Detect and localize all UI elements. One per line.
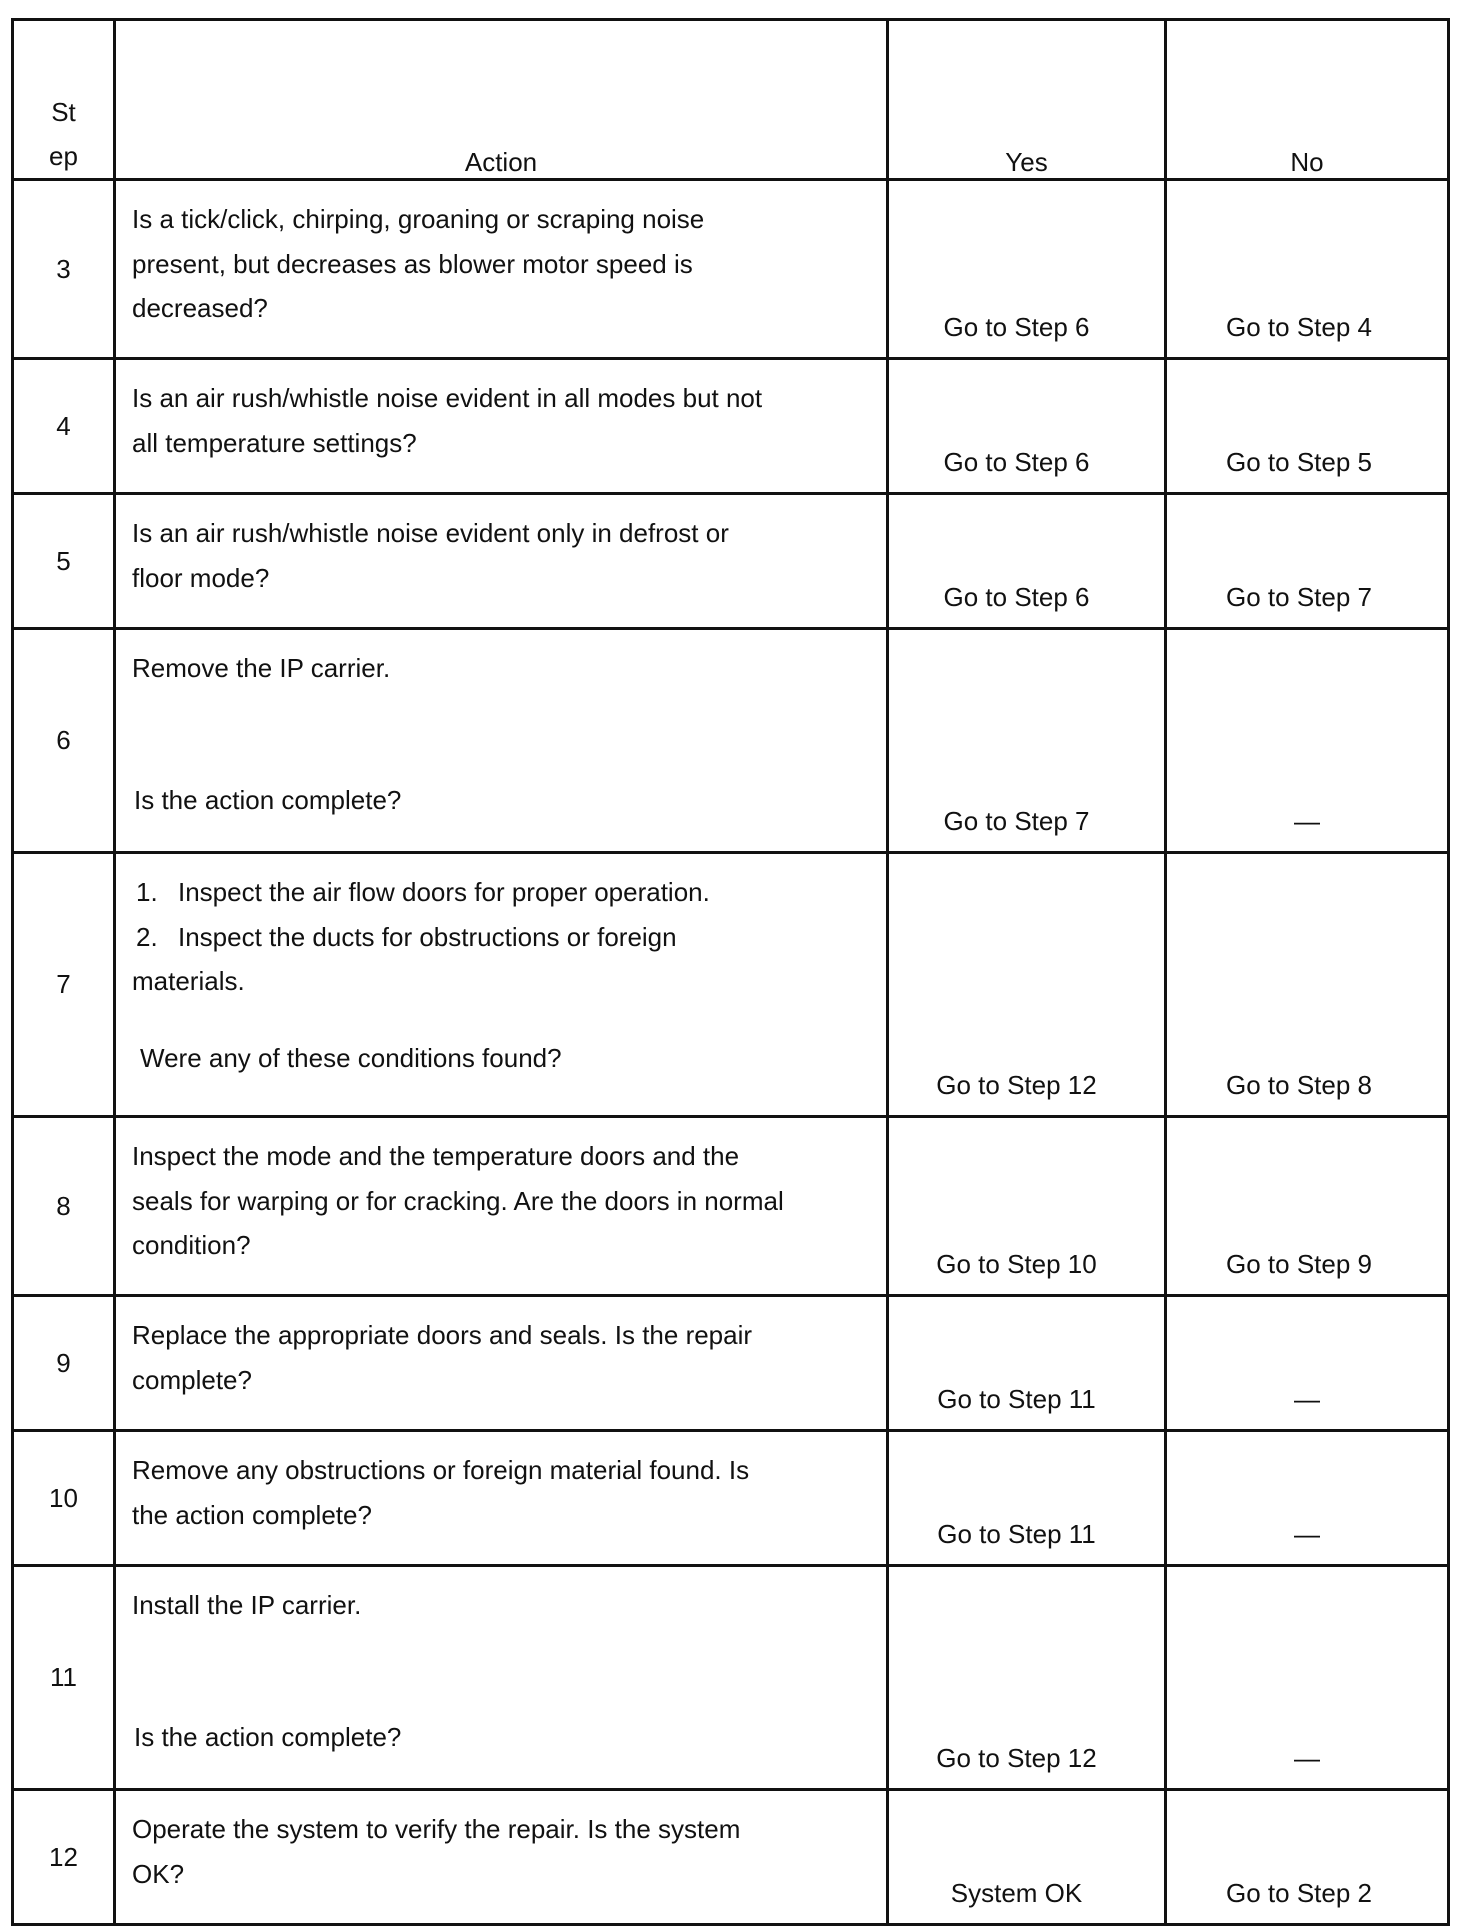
step-number: 7 — [13, 853, 115, 1117]
action-line: Inspect the mode and the temperature doors and the — [132, 1141, 740, 1171]
no-result: Go to Step 4 — [1226, 312, 1372, 342]
yes-result: Go to Step 11 — [937, 1519, 1096, 1549]
yes-result: Go to Step 6 — [943, 447, 1090, 477]
yes-cell — [888, 853, 1166, 1117]
yes-result: Go to Step 11 — [937, 1384, 1096, 1414]
yes-cell — [888, 180, 1166, 359]
no-cell — [1166, 629, 1449, 853]
action-line: all temperature settings? — [132, 427, 417, 458]
header-step-line2: ep — [49, 141, 78, 171]
action-line: Is an air rush/whistle noise evident in all modes but not — [132, 383, 763, 413]
header-yes: Yes — [888, 20, 1166, 180]
action-question: Were any of these conditions found? — [140, 1042, 562, 1073]
table-row — [13, 359, 1449, 494]
yes-result: System OK — [950, 1878, 1083, 1908]
no-result: — — [1294, 1519, 1320, 1549]
step-number: 5 — [13, 494, 115, 629]
yes-cell — [888, 1296, 1166, 1431]
no-result: — — [1294, 806, 1320, 836]
no-cell — [1166, 1790, 1449, 1925]
step-number: 3 — [13, 180, 115, 359]
action-cell — [115, 1296, 888, 1431]
no-result: Go to Step 7 — [1226, 582, 1372, 612]
no-cell — [1166, 1431, 1449, 1566]
table-row — [13, 1117, 1449, 1296]
no-result: Go to Step 8 — [1226, 1070, 1372, 1100]
action-cell — [115, 1431, 888, 1566]
yes-cell — [888, 1117, 1166, 1296]
action-cell — [115, 359, 888, 494]
action-cell — [115, 629, 888, 853]
action-cell — [115, 1117, 888, 1296]
action-line: Remove any obstructions or foreign material found. Is — [132, 1455, 750, 1485]
action-line: decreased? — [132, 293, 268, 323]
table-row — [13, 853, 1449, 1117]
no-result: — — [1294, 1743, 1320, 1773]
action-line: Is an air rush/whistle noise evident only in defrost or — [132, 518, 729, 548]
yes-result: Go to Step 7 — [943, 806, 1090, 836]
header-step — [13, 20, 115, 180]
header-step-line1: St — [51, 97, 76, 127]
table-header-row — [13, 20, 1449, 180]
action-line: present, but decreases as blower motor speed is — [132, 248, 693, 279]
yes-result: Go to Step 6 — [943, 312, 1090, 342]
no-result: Go to Step 5 — [1226, 447, 1372, 477]
action-line: materials. — [132, 966, 245, 996]
yes-result: Go to Step 12 — [936, 1070, 1097, 1100]
action-line: Operate the system to verify the repair. Is the system — [132, 1814, 741, 1844]
action-cell — [115, 180, 888, 359]
no-cell — [1166, 1117, 1449, 1296]
action-list-item — [132, 915, 870, 960]
action-line: condition? — [132, 1230, 251, 1260]
action-cell — [115, 1566, 888, 1790]
action-line: complete? — [132, 1364, 252, 1395]
yes-result: Go to Step 10 — [936, 1249, 1097, 1279]
header-no: No — [1166, 20, 1449, 180]
no-cell — [1166, 180, 1449, 359]
no-result: Go to Step 2 — [1226, 1878, 1372, 1908]
action-line: floor mode? — [132, 562, 270, 593]
step-number: 11 — [13, 1566, 115, 1790]
yes-cell — [888, 494, 1166, 629]
list-number: 2. — [136, 921, 158, 952]
action-line: seals for warping or for cracking. Are the doors in normal — [132, 1185, 784, 1216]
table-row — [13, 1431, 1449, 1566]
list-text: Inspect the ducts for obstructions or foreign — [178, 921, 677, 952]
step-number: 10 — [13, 1431, 115, 1566]
step-number: 8 — [13, 1117, 115, 1296]
table-row — [13, 1296, 1449, 1431]
yes-cell — [888, 629, 1166, 853]
action-line: Replace the appropriate doors and seals. Is the repair — [132, 1320, 753, 1350]
table-row — [13, 494, 1449, 629]
action-question: Is the action complete? — [134, 784, 402, 815]
step-number: 4 — [13, 359, 115, 494]
header-action: Action — [115, 20, 888, 180]
action-line: the action complete? — [132, 1499, 372, 1530]
yes-cell — [888, 359, 1166, 494]
yes-result: Go to Step 6 — [943, 582, 1090, 612]
no-result: — — [1294, 1384, 1320, 1414]
table-row — [13, 1790, 1449, 1925]
action-line: Install the IP carrier. — [132, 1590, 362, 1620]
no-cell — [1166, 1296, 1449, 1431]
action-question: Is the action complete? — [134, 1721, 402, 1752]
no-cell — [1166, 853, 1449, 1117]
yes-cell — [888, 1566, 1166, 1790]
action-list-item — [132, 870, 870, 915]
no-result: Go to Step 9 — [1226, 1249, 1372, 1279]
step-number: 6 — [13, 629, 115, 853]
table-row — [13, 180, 1449, 359]
table-row — [13, 629, 1449, 853]
yes-cell — [888, 1431, 1166, 1566]
action-line: Is a tick/click, chirping, groaning or scraping noise — [132, 204, 705, 234]
step-number: 9 — [13, 1296, 115, 1431]
action-line: OK? — [132, 1858, 185, 1889]
no-cell — [1166, 359, 1449, 494]
diagnostic-table — [11, 18, 1450, 1926]
no-cell — [1166, 1566, 1449, 1790]
action-cell — [115, 853, 888, 1117]
yes-cell — [888, 1790, 1166, 1925]
no-cell — [1166, 494, 1449, 629]
table-row — [13, 1566, 1449, 1790]
list-text: Inspect the air flow doors for proper operation. — [178, 877, 710, 907]
list-number: 1. — [136, 877, 158, 907]
action-cell — [115, 494, 888, 629]
step-number: 12 — [13, 1790, 115, 1925]
yes-result: Go to Step 12 — [936, 1743, 1097, 1773]
action-line: Remove the IP carrier. — [132, 653, 391, 683]
action-cell — [115, 1790, 888, 1925]
